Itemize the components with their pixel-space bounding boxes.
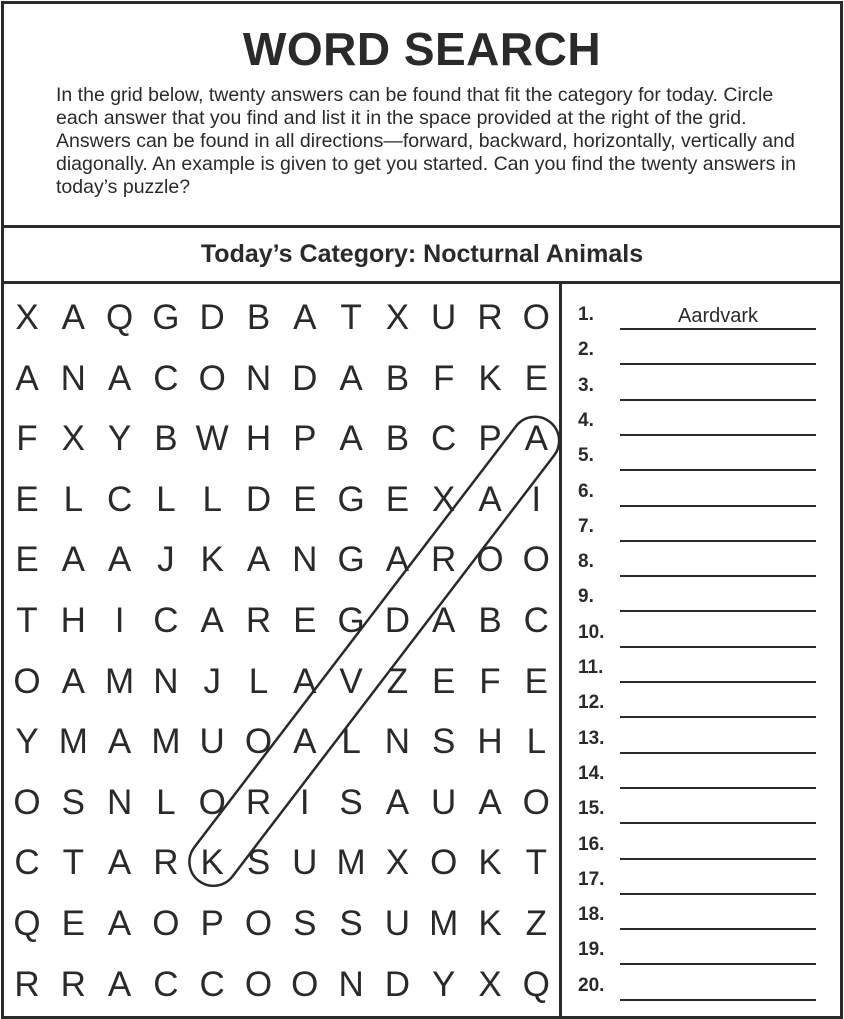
grid-letter[interactable]: M: [105, 661, 135, 701]
answer-line[interactable]: [620, 469, 816, 471]
grid-letter[interactable]: A: [293, 298, 317, 337]
grid-letter[interactable]: E: [15, 479, 39, 519]
grid-letter[interactable]: S: [432, 722, 456, 762]
grid-letter[interactable]: L: [202, 479, 222, 519]
grid-letter[interactable]: K: [478, 904, 502, 943]
grid-letter[interactable]: A: [339, 358, 363, 398]
grid-letter[interactable]: K: [478, 843, 502, 883]
divider-top: [1, 225, 843, 228]
answer-line[interactable]: [620, 363, 816, 365]
grid-letter[interactable]: M: [429, 904, 459, 943]
grid-letter[interactable]: Q: [13, 904, 41, 943]
grid-letter[interactable]: C: [14, 843, 40, 883]
grid-letter[interactable]: N: [292, 540, 318, 580]
grid-letter[interactable]: A: [107, 843, 132, 883]
answer-line[interactable]: [620, 505, 816, 507]
answer-row: [566, 861, 836, 895]
grid-letter[interactable]: R: [245, 601, 272, 640]
grid-letter[interactable]: S: [61, 782, 85, 822]
grid-letter[interactable]: E: [524, 661, 548, 701]
grid-letter[interactable]: A: [432, 601, 456, 640]
grid-letter[interactable]: E: [15, 540, 39, 580]
grid-letter[interactable]: T: [340, 298, 362, 337]
grid-letter[interactable]: B: [385, 358, 410, 398]
grid-letter[interactable]: X: [385, 298, 410, 337]
grid-letter[interactable]: L: [156, 782, 176, 822]
grid-letter[interactable]: P: [293, 419, 317, 459]
grid-letter[interactable]: V: [339, 661, 363, 701]
grid-letter[interactable]: U: [431, 298, 457, 337]
grid-letter[interactable]: U: [292, 843, 318, 883]
answer-line[interactable]: [620, 716, 816, 718]
answer-number: 20.: [578, 974, 605, 996]
grid-letter[interactable]: A: [107, 358, 132, 398]
grid-letter[interactable]: R: [245, 782, 272, 822]
grid-letter[interactable]: U: [384, 904, 411, 943]
grid-letter[interactable]: N: [338, 964, 364, 1004]
grid-letter[interactable]: B: [154, 419, 178, 459]
grid-letter[interactable]: A: [61, 540, 85, 580]
answer-row: [566, 755, 836, 789]
answer-line[interactable]: [620, 822, 816, 824]
answer-line[interactable]: [620, 858, 816, 860]
grid-letter[interactable]: A: [61, 298, 85, 337]
answer-number: 19.: [578, 939, 605, 961]
answer-list: [566, 296, 836, 1006]
grid-letter[interactable]: E: [432, 661, 456, 701]
answer-row: [566, 367, 836, 401]
grid-letter[interactable]: O: [244, 964, 273, 1004]
answer-number: 7.: [578, 515, 594, 537]
grid-letter[interactable]: O: [522, 782, 550, 822]
grid-letter[interactable]: A: [293, 722, 317, 762]
answer-number: 8.: [578, 551, 594, 573]
grid-letter[interactable]: S: [246, 843, 271, 883]
grid-letter[interactable]: I: [299, 782, 310, 822]
grid-letter[interactable]: A: [200, 601, 224, 640]
grid-letter[interactable]: S: [339, 782, 363, 822]
answer-number: 12.: [578, 692, 605, 714]
grid-letter[interactable]: D: [384, 601, 411, 640]
grid-letter[interactable]: L: [63, 479, 84, 519]
answer-line[interactable]: [620, 399, 816, 401]
answer-row: [566, 826, 836, 860]
answer-number: 15.: [578, 798, 605, 820]
answer-line[interactable]: [620, 540, 816, 542]
answer-row: [566, 649, 836, 683]
answer-row: [566, 931, 836, 965]
grid-letter[interactable]: X: [385, 843, 410, 883]
grid-letter[interactable]: X: [478, 964, 502, 1004]
grid-letter[interactable]: E: [61, 904, 85, 943]
answer-line[interactable]: [620, 963, 816, 965]
grid-letter[interactable]: F: [16, 419, 38, 459]
grid-letter[interactable]: O: [198, 782, 226, 822]
grid-letter[interactable]: U: [431, 782, 457, 822]
grid-letter[interactable]: A: [293, 661, 317, 701]
grid-letter[interactable]: P: [478, 419, 502, 459]
grid-letter[interactable]: C: [199, 964, 225, 1004]
grid-letter[interactable]: K: [200, 540, 224, 580]
grid-letter[interactable]: J: [203, 661, 221, 701]
grid-letter[interactable]: R: [477, 298, 503, 337]
answer-number: 11.: [578, 657, 604, 678]
grid-letter[interactable]: C: [153, 964, 179, 1004]
grid-letter[interactable]: N: [60, 358, 86, 398]
answer-row: [566, 473, 836, 507]
answer-row: [566, 967, 836, 1001]
answer-number: 13.: [578, 727, 605, 749]
grid-letter[interactable]: A: [15, 358, 39, 398]
grid-letter[interactable]: X: [61, 419, 85, 459]
grid-letter[interactable]: O: [13, 661, 41, 701]
answer-line[interactable]: [620, 328, 816, 330]
instructions-text: In the grid below, twenty answers can be found that fit the category for today. Circle each answer that you find and list it in the space provided at the right of the grid. Answers can be found in all directions—forward, backward, horizontally, vertically and diagonally. An example is given to get you started. Can you find the twenty answers in today’s puzzle?: [56, 84, 796, 198]
grid-letter[interactable]: M: [151, 722, 181, 762]
answer-line[interactable]: [620, 928, 816, 930]
grid-letter[interactable]: O: [152, 904, 180, 943]
answer-row: [566, 790, 836, 824]
answer-number: 6.: [578, 480, 594, 502]
grid-letter[interactable]: O: [476, 540, 504, 580]
grid-letter[interactable]: W: [195, 419, 229, 459]
grid-letter[interactable]: Y: [107, 419, 132, 459]
grid-letter[interactable]: T: [62, 843, 84, 883]
answer-line[interactable]: [620, 752, 816, 754]
answer-line[interactable]: [620, 610, 816, 612]
grid-letter[interactable]: A: [107, 722, 132, 762]
grid-letter[interactable]: C: [523, 601, 549, 640]
answer-number: 2.: [578, 339, 594, 361]
grid-letter[interactable]: J: [157, 540, 175, 580]
grid-letter[interactable]: O: [430, 843, 458, 883]
answer-row: [566, 402, 836, 436]
grid-letter[interactable]: S: [293, 904, 317, 943]
grid-letter[interactable]: O: [244, 722, 273, 762]
grid-letter[interactable]: L: [156, 479, 176, 519]
grid-letter[interactable]: G: [152, 298, 180, 337]
grid-letter[interactable]: U: [199, 722, 225, 762]
grid-letter[interactable]: A: [524, 419, 548, 459]
grid-letter[interactable]: G: [337, 601, 365, 640]
answer-value[interactable]: Aardvark: [677, 305, 759, 327]
grid-letter[interactable]: O: [522, 298, 550, 337]
grid-letter[interactable]: O: [291, 964, 319, 1004]
answer-row: [566, 296, 836, 330]
grid-letter[interactable]: Z: [386, 661, 409, 701]
grid-letter[interactable]: F: [479, 661, 501, 701]
grid-letter[interactable]: H: [477, 722, 503, 762]
grid-letter[interactable]: C: [106, 479, 133, 519]
grid-letter[interactable]: G: [337, 540, 365, 580]
grid-letter[interactable]: R: [14, 964, 40, 1004]
answer-number: 18.: [578, 904, 605, 926]
grid-letter[interactable]: K: [478, 358, 502, 398]
answer-row: [566, 508, 836, 542]
grid-letter[interactable]: A: [107, 964, 132, 1004]
grid-letter[interactable]: A: [478, 479, 502, 519]
grid-letter[interactable]: N: [106, 782, 133, 822]
grid-letter[interactable]: N: [245, 358, 272, 398]
grid-letter[interactable]: C: [153, 358, 179, 398]
grid-letter[interactable]: H: [245, 419, 272, 459]
grid-letter[interactable]: Q: [105, 298, 134, 337]
answer-number: 5.: [578, 445, 594, 467]
answer-row: [566, 543, 836, 577]
grid-letter[interactable]: G: [337, 479, 365, 519]
grid-letter[interactable]: P: [200, 904, 224, 943]
answer-line[interactable]: [620, 681, 816, 683]
grid-letter[interactable]: B: [246, 298, 271, 337]
answer-number: 9.: [578, 586, 594, 608]
answer-line[interactable]: [620, 646, 816, 648]
grid-letter[interactable]: B: [385, 419, 410, 459]
divider-category: [1, 281, 843, 284]
grid-letter[interactable]: D: [292, 358, 318, 398]
answer-row: [566, 614, 836, 648]
grid-letter[interactable]: E: [293, 479, 317, 519]
grid-letter[interactable]: L: [341, 722, 361, 762]
category-heading: Today’s Category: Nocturnal Animals: [200, 240, 644, 268]
grid-letter[interactable]: M: [336, 843, 366, 883]
answer-number: 3.: [578, 374, 594, 396]
grid-letter[interactable]: C: [431, 419, 457, 459]
grid-letter[interactable]: R: [60, 964, 86, 1004]
grid-letter[interactable]: M: [58, 722, 88, 762]
grid-letter[interactable]: D: [384, 964, 411, 1004]
letter-grid[interactable]: [0, 292, 560, 1012]
grid-letter[interactable]: S: [339, 904, 363, 943]
grid-letter[interactable]: A: [385, 540, 410, 580]
grid-letter[interactable]: L: [248, 661, 269, 701]
answer-number: 14.: [578, 762, 605, 784]
answer-row: [566, 331, 836, 365]
grid-letter[interactable]: R: [431, 540, 457, 580]
grid-letter[interactable]: X: [432, 479, 456, 519]
grid-letter[interactable]: O: [522, 540, 550, 580]
answer-row: [566, 684, 836, 718]
grid-letter[interactable]: R: [153, 843, 179, 883]
grid-letter[interactable]: T: [16, 601, 38, 640]
grid-letter[interactable]: D: [199, 298, 225, 337]
grid-letter[interactable]: Z: [525, 904, 547, 943]
grid-letter[interactable]: E: [524, 358, 548, 398]
answer-row: [566, 578, 836, 612]
grid-letter[interactable]: C: [153, 601, 179, 640]
answer-row: [566, 437, 836, 471]
answer-number: 16.: [578, 833, 605, 855]
grid-letter[interactable]: L: [526, 722, 547, 762]
grid-letter[interactable]: Q: [522, 964, 550, 1004]
grid-letter[interactable]: N: [153, 661, 179, 701]
grid-letter[interactable]: K: [200, 843, 224, 883]
grid-letter[interactable]: Y: [15, 722, 39, 762]
answer-number: 4.: [578, 409, 594, 431]
answer-line[interactable]: [620, 999, 816, 1001]
grid-letter[interactable]: A: [246, 540, 271, 580]
grid-letter[interactable]: B: [478, 601, 502, 640]
grid-letter[interactable]: A: [107, 904, 132, 943]
grid-letter[interactable]: T: [525, 843, 547, 883]
answer-row: [566, 896, 836, 930]
grid-letter[interactable]: O: [13, 782, 41, 822]
grid-letter[interactable]: N: [384, 722, 411, 762]
grid-letter[interactable]: X: [15, 298, 39, 337]
grid-letter[interactable]: O: [244, 904, 273, 943]
grid-letter[interactable]: E: [385, 479, 410, 519]
grid-letter[interactable]: H: [60, 601, 86, 640]
answer-line[interactable]: [620, 434, 816, 436]
grid-letter[interactable]: E: [293, 601, 317, 640]
answer-number: 10.: [578, 621, 605, 643]
answer-line[interactable]: [620, 893, 816, 895]
grid-letter[interactable]: I: [114, 601, 125, 640]
answer-number: 17.: [578, 868, 605, 890]
grid-letter[interactable]: A: [107, 540, 132, 580]
answer-line[interactable]: [620, 575, 816, 577]
grid-letter[interactable]: A: [478, 782, 502, 822]
grid-letter[interactable]: F: [432, 358, 455, 398]
grid-letter[interactable]: O: [198, 358, 226, 398]
answer-row: [566, 720, 836, 754]
answer-line[interactable]: [620, 787, 816, 789]
grid-letter[interactable]: A: [339, 419, 363, 459]
grid-letter[interactable]: I: [531, 479, 542, 519]
grid-letter[interactable]: A: [61, 661, 85, 701]
grid-letter[interactable]: Y: [432, 964, 456, 1004]
answer-number: 1.: [578, 304, 594, 325]
grid-letter[interactable]: D: [245, 479, 272, 519]
page-title: WORD SEARCH: [242, 23, 602, 75]
grid-letter[interactable]: A: [385, 782, 410, 822]
